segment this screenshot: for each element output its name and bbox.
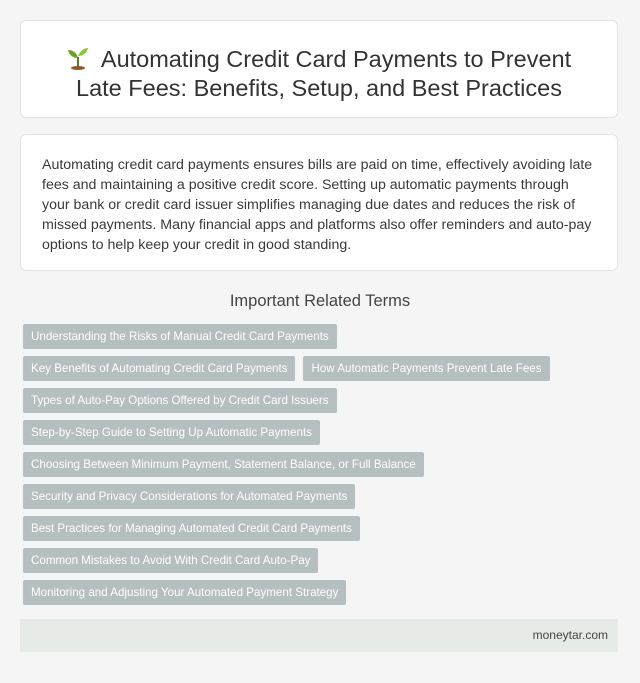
tag-row [23, 548, 603, 573]
title-card [20, 20, 618, 118]
footer [20, 619, 618, 652]
footer-site-link[interactable]: moneytar.com [532, 628, 608, 642]
related-term-tag[interactable]: Security and Privacy Considerations for Automated Payments [23, 484, 355, 509]
page-title-text: Automating Credit Card Payments to Prevent Late Fees: Benefits, Setup, and Best Practices [76, 46, 572, 101]
tag-row [23, 324, 603, 349]
related-terms-list [23, 324, 603, 612]
seedling-icon [67, 46, 89, 70]
tag-row [23, 356, 603, 381]
page-title [51, 45, 587, 103]
related-term-tag[interactable]: Key Benefits of Automating Credit Card Payments [23, 356, 295, 381]
tag-row [23, 452, 603, 477]
related-term-tag[interactable]: Understanding the Risks of Manual Credit Card Payments [23, 324, 337, 349]
tag-row [23, 516, 603, 541]
related-term-tag[interactable]: Step-by-Step Guide to Setting Up Automatic Payments [23, 420, 320, 445]
related-term-tag[interactable]: Monitoring and Adjusting Your Automated Payment Strategy [23, 580, 346, 605]
related-term-tag[interactable]: Choosing Between Minimum Payment, Statement Balance, or Full Balance [23, 452, 424, 477]
intro-card [20, 134, 618, 271]
related-term-tag[interactable]: Best Practices for Managing Automated Credit Card Payments [23, 516, 360, 541]
tag-row [23, 420, 603, 445]
related-term-tag[interactable]: Types of Auto-Pay Options Offered by Credit Card Issuers [23, 388, 337, 413]
intro-paragraph: Automating credit card payments ensures bills are paid on time, effectively avoiding late fees and maintaining a positive credit score. Setting up automatic payments through your bank or credit card issuer simplifies managing due dates and reduces the risk of missed payments. Many financial apps and platforms also offer reminders and auto-pay options to help keep your credit in good standing. [42, 157, 593, 253]
tag-row [23, 484, 603, 509]
related-term-tag[interactable]: Common Mistakes to Avoid With Credit Card Auto-Pay [23, 548, 318, 573]
tag-row [23, 580, 603, 605]
tag-row [23, 388, 603, 413]
related-terms-heading: Important Related Terms [229, 292, 411, 310]
related-term-tag[interactable]: How Automatic Payments Prevent Late Fees [303, 356, 549, 381]
